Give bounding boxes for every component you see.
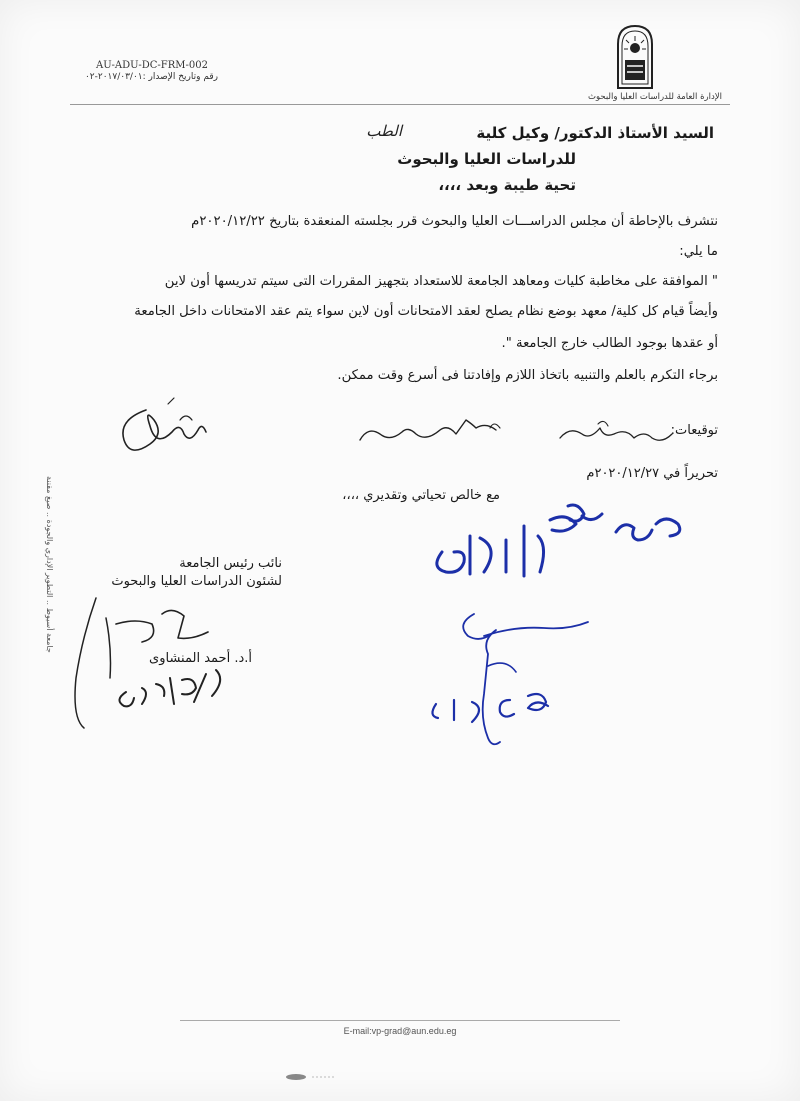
body-line-3: " الموافقة على مخاطبة كليات ومعاهد الجامعة للاستعداد بتجهيز المقررات التى سيتم تدريسها أون لاين — [164, 274, 718, 289]
vp-title-line-1: نائب رئيس الجامعة — [179, 556, 282, 571]
header-divider — [70, 104, 730, 105]
issue-date: تحريراً في ٢٠٢٠/١٢/٢٧م — [586, 466, 718, 481]
handwritten-faculty-medicine — [344, 116, 404, 144]
svg-text:الطب: الطب — [366, 122, 402, 140]
vp-title-line-2: لشئون الدراسات العليا والبحوث — [111, 574, 282, 589]
body-line-4: وأيضاً قيام كل كلية/ معهد بوضع نظام يصلح لعقد الامتحانات أون لاين سواء يتم عقد الامتحانات داخل الجامعة — [134, 304, 718, 319]
addressee-line-2: للدراسات العليا والبحوث — [397, 150, 576, 168]
form-code: AU-ADU-DC-FRM-002 — [96, 60, 208, 71]
footer-email: E-mail:vp-grad@aun.edu.eg — [343, 1026, 457, 1036]
body-line-2: ما يلي: — [679, 244, 718, 259]
signature-left-scribble — [108, 392, 208, 462]
blue-handwritten-note — [420, 496, 700, 596]
vp-title — [82, 555, 282, 591]
university-logo-icon — [614, 22, 656, 90]
footer-divider — [180, 1020, 620, 1021]
signatures-label: توقيعات: — [670, 423, 718, 438]
bottom-ornament-icon — [282, 1070, 342, 1084]
blue-signature — [414, 596, 614, 766]
department-name: الإدارة العامة للدراسات العليا والبحوث — [587, 92, 722, 102]
issue-number-date: رقم وتاريخ الإصدار :٢٠١٧/٠٣/٠١-٠٢ — [84, 72, 218, 82]
closing-line: مع خالص تحياتي وتقديري ،،،، — [342, 488, 500, 503]
vertical-stamp-text: جامعة أسيوط .. التطوير الإداري والجودة .. صيغ مقننة — [45, 476, 54, 653]
greeting: تحية طيبة وبعد ،،،، — [438, 176, 576, 194]
body-line-5: أو عقدها بوجود الطالب خارج الجامعة ". — [501, 336, 718, 351]
addressee-line: السيد الأستاذ الدكتور/ وكيل كلية — [476, 124, 714, 142]
vp-name: أ.د. أحمد المنشاوى — [149, 651, 252, 666]
body-line-6: برجاء التكرم بالعلم والتنبيه باتخاذ اللازم وإفادتنا فى أسرع وقت ممكن. — [337, 368, 718, 383]
signature-ink-line — [350, 408, 720, 458]
body-line-1: نتشرف بالإحاطة أن مجلس الدراســـات العليا والبحوث قرر بجلسته المنعقدة بتاريخ ٢٠٢٠/١٢/٢٢م — [191, 214, 718, 229]
